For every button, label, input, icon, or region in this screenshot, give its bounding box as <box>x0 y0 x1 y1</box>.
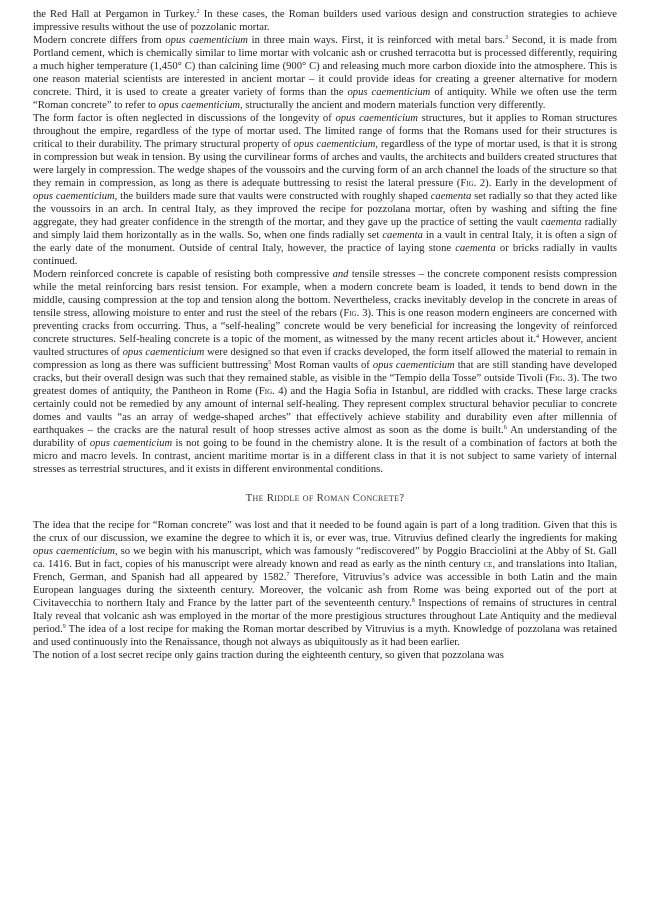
text-run: set radially so that they acted like the voussoirs in an arch. In central Italy, as they improved the recipe for pozzolana mortar, often by washing and sifting the fine aggregate, they had greater confidence in the strength of the mortar, and they gave up the practice of setting the vault <box>33 191 617 228</box>
text-run: that are still standing have developed cracks, but their overall design was such that they remained stable, as visible in the “Tempio della Tosse” outside Tivoli ( <box>33 360 617 384</box>
text-run: 3). The two greatest domes of antiquity, the Pantheon in Rome ( <box>33 373 618 397</box>
italic-term: caementa <box>430 191 472 202</box>
footnote-marker: 9 <box>62 624 66 630</box>
section-heading-text: The Riddle of Roman Concrete? <box>245 492 405 504</box>
text-run: The idea of a lost recipe for making the Roman mortar described by Vitruvius is a myth. Knowledge of pozzolana was retained and used continuously into the Renaissance, though not always as ubiquitously as it had been earlier. <box>33 624 617 648</box>
text-run: Modern concrete differs from <box>33 35 166 46</box>
italic-term: opus caementicium <box>335 113 418 124</box>
text-run: the Red Hall at Pergamon in Turkey. <box>33 9 197 20</box>
text-run: An understanding of the durability of <box>33 425 618 449</box>
document-page <box>33 8 617 662</box>
text-run: 4) and the Hagia Sofia in Istanbul, are riddled with cracks. These large cracks certainly could not be remedied by any amount of internal self-healing. They represent complex structural behavior peculiar to concrete domes and vaults “as an array of wedge-shaped arches” that effectively achieve stability and durability even after millennia of earthquakes – the cracks are the natural result of hoop stresses active almost as soon as the dome is built. <box>33 386 617 436</box>
footnote-marker: 5 <box>268 360 272 366</box>
italic-term: and <box>332 269 349 280</box>
text-run: of antiquity. While we often use the term “Roman concrete” to refer to <box>33 87 617 111</box>
small-caps-text: Fig. <box>460 178 477 189</box>
text-run: Most Roman vaults of <box>271 360 373 371</box>
body-section-2 <box>33 519 617 662</box>
footnote-marker: 8 <box>411 598 415 604</box>
text-run: , structurally the ancient and modern materials function very differently. <box>240 100 546 111</box>
text-run: , the builders made sure that vaults were constructed with roughly shaped <box>114 191 431 202</box>
text-run: In these cases, the Roman builders used various design and construction strategies to achieve impressive results without the use of pozzolanic mortar. <box>33 9 617 33</box>
italic-term: opus caementicium <box>372 360 455 371</box>
italic-term: opus caementicium <box>89 438 173 449</box>
footnote-marker: 4 <box>535 334 539 340</box>
text-run: The idea that the recipe for “Roman concrete” was lost and that it needed to be found again is part of a long tradition. Given that this is the crux of our discussion, we examine the degree to which it is, or ever was, true. Vitruvius defined clearly the ingredients for making <box>33 520 617 544</box>
footnote-marker: 3 <box>505 35 509 41</box>
italic-term: opus caementicium <box>33 191 115 202</box>
small-caps-text: ce <box>483 559 493 570</box>
text-run: , so we begin with his manuscript, which was famously “rediscovered” by Poggio Bracciolini at the Abby of St. Gall ca. 1416. But in fact, copies of his manuscript were already known and read as early as the ninth century <box>33 546 617 570</box>
footnote-marker: 7 <box>286 572 290 578</box>
text-run: , regardless of the type of mortar used, is that it is strong in compression but weak in tension. By using the curvilinear forms of arches and vaults, the architects and builders created structures that were largely in compression. The wedge shapes of the voussoirs and the curving form of an arch channel the loads of the structure so that they remain in compression, as long as there is adequate buttressing to resist the lateral pressure ( <box>33 139 617 189</box>
text-run: is not going to be found in the chemistry alone. It is the result of a combination of factors at both the micro and macro levels. In contrast, ancient maritime mortar is in a different class in that it is not subject to same variety of internal stresses as terrestrial structures, and it exists in different environmental conditions. <box>33 438 617 475</box>
text-run: in three main ways. First, it is reinforced with metal bars. <box>247 35 506 46</box>
small-caps-text: Fig. <box>549 373 565 384</box>
italic-term: opus caementicium <box>293 139 376 150</box>
italic-term: opus caementicium <box>165 35 248 46</box>
paragraph <box>33 649 617 662</box>
small-caps-text: Fig. <box>343 308 360 319</box>
text-run: tensile stresses – the concrete component resists compression while the metal reinforcing bars resist tension. For example, when a modern concrete beam is loaded, it tends to bend down in the middle, causing compression at the top and tension along the bottom. Nevertheless, cracks inevitably develop in the concrete in areas of tensile stress, allowing moisture to enter and rust the steel of the rebars ( <box>33 269 617 319</box>
text-run: 2). Early in the development of <box>476 178 618 189</box>
text-run: Modern reinforced concrete is capable of resisting both compressive <box>33 269 333 280</box>
text-run: 3). This is one reason modern engineers are concerned with preventing cracks from occurring. Thus, a “self-healing” concrete would be very beneficial for increasing the longevity of reinforced concrete structures. Self-healing concrete is a topic of the moment, as witnessed by the many recent articles about it. <box>33 308 617 345</box>
section-heading <box>33 492 617 505</box>
text-run: structures, but it applies to Roman structures throughout the empire, regardless of the type of mortar used. The limited range of forms that the Romans used for their structures is critical to their durability. The primary structural property of <box>33 113 618 150</box>
paragraph <box>33 519 617 649</box>
text-run: or bricks radially in vaults continued. <box>33 243 617 267</box>
italic-term: caementa <box>540 217 582 228</box>
text-run: Inspections of remains of structures in central Italy reveal that volcanic ash was employed in the mortar of the more prestigious structures throughout Late Antiquity and the medieval period. <box>33 598 617 635</box>
paragraph <box>33 34 617 112</box>
text-run: However, ancient vaulted structures of <box>33 334 617 358</box>
italic-term: opus caementicium <box>158 100 241 111</box>
paragraph <box>33 8 617 34</box>
text-run: Therefore, Vitruvius’s advice was accessible in both Latin and the main European languages during the sixteenth century. Moreover, the volcanic ash from Rome was being exported out of the port at Civitavecchia to northern Italy and France by the latter part of the seventeenth century. <box>33 572 617 609</box>
footnote-marker: 2 <box>196 9 200 15</box>
footnote-marker: 6 <box>503 425 507 431</box>
text-run: The form factor is often neglected in discussions of the longevity of <box>33 113 336 124</box>
text-run: Second, it is made from Portland cement, which is chemically similar to lime mortar with volcanic ash or crushed terracotta but is processed differently, requiring a much higher temperature (1,450° C) than calcining lime (900° C) and releasing much more carbon dioxide into the atmosphere. This is one reason material scientists are interested in ancient mortar – it could provide ideas for creating a greener alternative for modern concrete. Third, it is used to create a greater variety of forms than the <box>33 35 617 98</box>
italic-term: caementa <box>382 230 423 241</box>
italic-term: opus caementicium <box>33 546 115 557</box>
body-section-1 <box>33 8 617 476</box>
italic-term: caementa <box>455 243 496 254</box>
text-run: in a vault in central Italy, it is often a sign of the early date of the monument. Outside of central Italy, however, the practice of laying stone <box>33 230 617 254</box>
paragraph <box>33 112 617 268</box>
italic-term: opus caementicium <box>122 347 205 358</box>
paragraph <box>33 268 617 476</box>
italic-term: opus caementicium <box>347 87 431 98</box>
text-run: radially and simply laid them horizontally as in the walls. So, when one finds radially set <box>33 217 617 241</box>
text-run: were designed so that even if cracks developed, the form itself allowed the material to remain in compression as long as there was sufficient buttressing <box>33 347 617 371</box>
text-run: The notion of a lost secret recipe only gains traction during the eighteenth century, so given that pozzolana was <box>33 650 504 661</box>
text-run: , and translations into Italian, French, German, and Spanish had all appeared by 1582. <box>33 559 617 583</box>
small-caps-text: Fig. <box>258 386 275 397</box>
